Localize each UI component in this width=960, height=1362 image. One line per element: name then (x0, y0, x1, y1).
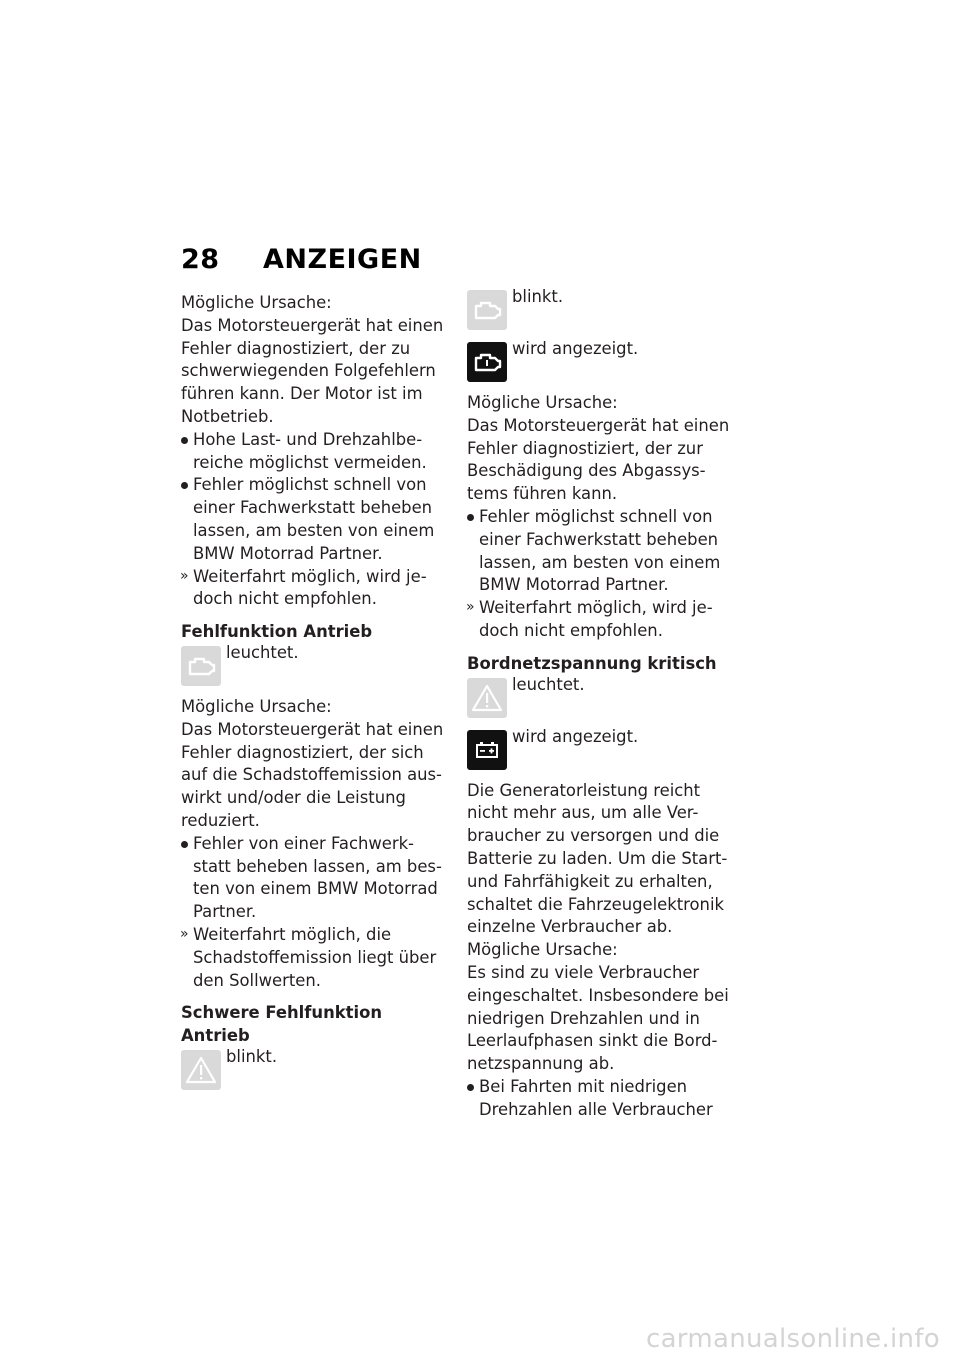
text-line: einzelne Verbraucher ab. (467, 917, 673, 937)
text-line: Partner. (193, 902, 257, 922)
text-line: einer Fachwerkstatt beheben (479, 529, 719, 549)
text-line: Notbetrieb. (181, 406, 274, 426)
text-line: Fehler diagnostiziert, der sich (181, 742, 424, 762)
symbol-label: leuchtet. (512, 674, 585, 694)
text-line: reiche möglichst vermeiden. (193, 452, 427, 472)
text-line: schwerwiegenden Folgefehlern (181, 361, 436, 381)
engine-warning-icon (181, 646, 221, 686)
symbol-label: wird angezeigt. (512, 726, 639, 746)
section-title: ANZEIGEN (263, 244, 422, 275)
text-line: Das Motorsteuergerät hat einen (181, 315, 444, 335)
cause-text (181, 315, 453, 429)
symbol-row (181, 1048, 453, 1100)
text-line: wirkt und/oder die Leistung (181, 788, 406, 808)
text-line: Drehzahlen alle Verbraucher (479, 1099, 713, 1119)
text-line: Das Motorsteuergerät hat einen (181, 719, 444, 739)
text-line: Schadstoffemission liegt über (193, 947, 437, 967)
text-line: statt beheben lassen, am bes- (193, 856, 442, 876)
symbol-label: blinkt. (226, 1046, 278, 1066)
result-arrow-icon: » (180, 925, 189, 942)
text-line: einer Fachwerkstatt beheben (193, 498, 433, 518)
bullet-item (181, 833, 453, 924)
left-column (181, 292, 453, 1100)
text-line: Fehler möglichst schnell von (479, 506, 713, 526)
warning-triangle-icon (467, 678, 507, 718)
text-line: Hohe Last- und Drehzahlbe- (193, 429, 423, 449)
watermark: carmanualsonline.info (645, 1324, 940, 1354)
text-line: nicht mehr aus, um alle Ver- (467, 803, 699, 823)
text-line: und Fahrfähigkeit zu erhalten, (467, 871, 713, 891)
text-line: Das Motorsteuergerät hat einen (467, 415, 730, 435)
result-item (467, 597, 739, 643)
symbol-label: leuchtet. (226, 642, 299, 662)
symbol-row (181, 644, 453, 696)
text-line: Beschädigung des Abgassys- (467, 461, 706, 481)
text-line: Die Generatorleistung reicht (467, 780, 701, 800)
symbol-label: wird angezeigt. (512, 339, 639, 358)
text-line: Weiterfahrt möglich, die (193, 924, 392, 944)
text-line: führen kann. Der Motor ist im (181, 384, 423, 404)
text-line: Fehler möglichst schnell von (193, 475, 427, 495)
bullet-item (467, 1076, 739, 1122)
text-line: niedrigen Drehzahlen und in (467, 1008, 700, 1028)
text-line: schaltet die Fahrzeugelektronik (467, 894, 724, 914)
page-number: 28 (181, 244, 220, 275)
page-header (181, 244, 422, 275)
warning-triangle-icon (181, 1050, 221, 1090)
result-item (181, 924, 453, 992)
symbol-row (467, 728, 739, 780)
cause-label: Mögliche Ursache: (181, 696, 332, 716)
bullet-item (181, 474, 453, 565)
text-line: lassen, am besten von einem (193, 520, 435, 540)
text-line: Bei Fahrten mit niedrigen (479, 1076, 688, 1096)
symbol-row (467, 676, 739, 728)
text-line: doch nicht empfohlen. (193, 589, 377, 609)
text-line: Weiterfahrt möglich, wird je- (479, 598, 713, 618)
text-line: lassen, am besten von einem (479, 552, 721, 572)
text-line: Batterie zu laden. Um die Start- (467, 848, 728, 868)
text-line: ten von einem BMW Motorrad (193, 879, 438, 899)
section-heading: Bordnetzspannung kritisch (467, 653, 717, 673)
text-line: Es sind zu viele Verbraucher (467, 962, 700, 982)
symbol-row (467, 340, 739, 392)
result-item (181, 566, 453, 612)
text-line: Fehler diagnostiziert, der zur (467, 438, 703, 458)
battery-icon (467, 730, 507, 770)
text-line: BMW Motorrad Partner. (479, 575, 669, 595)
bullet-item (181, 429, 453, 475)
result-arrow-icon: » (180, 567, 189, 584)
text-line: den Sollwerten. (193, 970, 321, 990)
result-arrow-icon: » (466, 599, 475, 616)
cause-label: Mögliche Ursache: (467, 940, 618, 960)
text-line: Weiterfahrt möglich, wird je- (193, 566, 427, 586)
text-line: netzspannung ab. (467, 1054, 615, 1074)
symbol-label: blinkt. (512, 287, 564, 306)
text-line: eingeschaltet. Insbesondere bei (467, 985, 729, 1005)
text-line: Leerlaufphasen sinkt die Bord- (467, 1031, 718, 1051)
cause-label: Mögliche Ursache: (467, 393, 618, 412)
text-line: tems führen kann. (467, 484, 618, 504)
text-line: BMW Motorrad Partner. (193, 543, 383, 563)
text-line: doch nicht empfohlen. (479, 620, 663, 640)
engine-warning-icon (467, 290, 507, 330)
right-column (467, 288, 739, 1122)
text-line: reduziert. (181, 810, 260, 830)
text-line: braucher zu versorgen und die (467, 826, 720, 846)
section-heading: Schwere Fehlfunktion Antrieb (181, 1003, 383, 1046)
cause-label: Mögliche Ursache: (181, 293, 332, 312)
bullet-item (467, 506, 739, 597)
text-line: auf die Schadstoffemission aus- (181, 765, 442, 785)
engine-warning-icon (467, 342, 507, 382)
section-heading: Fehlfunktion Antrieb (181, 622, 373, 642)
text-line: Fehler diagnostiziert, der zu (181, 338, 411, 358)
symbol-row (467, 288, 739, 340)
text-line: Fehler von einer Fachwerk- (193, 833, 414, 853)
